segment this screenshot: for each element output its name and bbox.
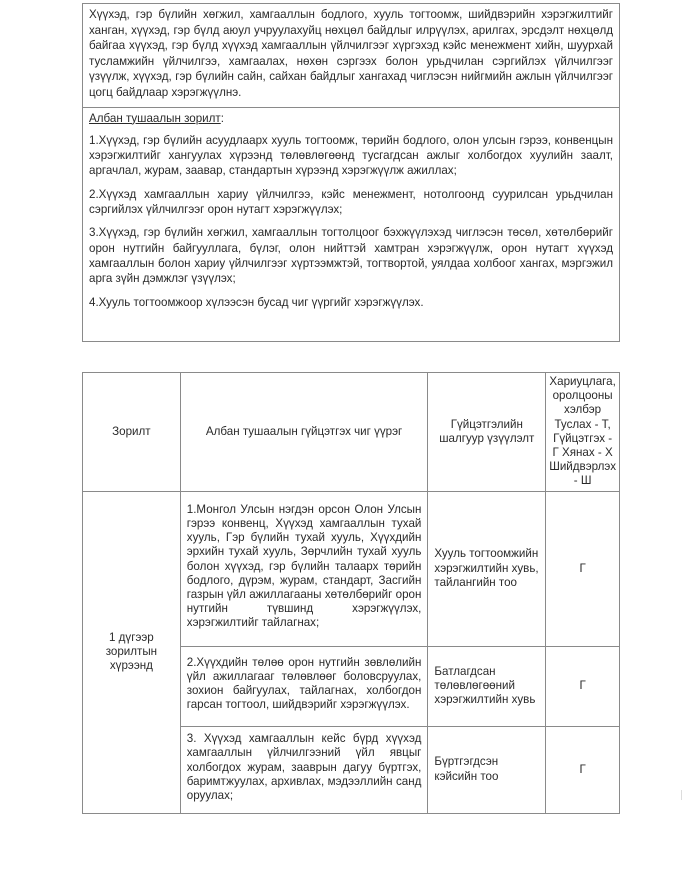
- form-cell: Г: [546, 646, 620, 726]
- purpose-section: [83, 4, 619, 108]
- document-frame: [82, 3, 620, 342]
- criteria-cell: Хууль тогтоомжийн хэрэгжилтийн хувь, тайлангийн тоо: [428, 491, 546, 646]
- goal-cell: 1 дүгээр зорилтын хүрээнд: [83, 491, 181, 813]
- table-row: [83, 491, 620, 646]
- form-cell: Г: [546, 726, 620, 813]
- table-header-row: [83, 373, 620, 492]
- objectives-heading: Албан тушаалын зорилт: [89, 111, 221, 125]
- header-task: Албан тушаалын гүйцэтгэх чиг үүрэг: [180, 373, 428, 492]
- objective-item: 2.Хүүхэд хамгааллын хариу үйлчилгээ, кэйс менежмент, нотолгоонд суурилсан урьдчилан сэргийлэх үйлчилгээг орон нутагт хэрэгжүүлэх;: [89, 187, 613, 217]
- task-cell: 3. Хүүхэд хамгааллын кейс бүрд хүүхэд хамгааллын үйлчилгээний үйл явцыг холбогдох журам, зааврын дагуу бүртгэх, баримтжуулах, архивлах, мэдээллийн санд оруулах;: [180, 726, 428, 813]
- objective-item: 1.Хүүхэд, гэр бүлийн асуудлаарх хууль тогтоомж, төрийн бодлого, олон улсын гэрээ, конвенцын хэрэгжилтийг хангуулах хүрээнд төлөвлөгөөнд тусгагдсан ажлыг холбогдох хуулийн заалт, аргачлал, журам, заавар, стандартын хүрээнд хэрэгжүүлж ажиллах;: [89, 133, 613, 178]
- criteria-cell: Бүртгэгдсэн кэйсийн тоо: [428, 726, 546, 813]
- scan-mark: [681, 790, 682, 800]
- header-criteria: Гүйцэтгэлийн шалгуур үзүүлэлт: [428, 373, 546, 492]
- criteria-cell: Батлагдсан төлөвлөгөөний хэрэгжилтийн хувь: [428, 646, 546, 726]
- header-goal: Зорилт: [83, 373, 181, 492]
- objective-item: 3.Хүүхэд, гэр бүлийн хөгжил, хамгааллын тогтолцоог бэхжүүлэхэд чиглэсэн төсөл, хөтөлбөрийг орон нутгийн байгууллага, бүлэг, олон нийттэй хамтран хэрэгжүүлж, орон нутагт хүүхэд хамгааллын болон хариу үйлчилгээг хүртээмжтэй, тогтвортой, уялдаа холбоог хангах, мэргэжил арга зүйн дэмжлэг үзүүлэх;: [89, 226, 613, 286]
- purpose-paragraph: Хүүхэд, гэр бүлийн хөгжил, хамгааллын бодлого, хууль тогтоомж, шийдвэрийн хэрэгжилтийг ханган, хүүхэд, гэр бүлд аюул учруулахуйц нөхцөл байдлыг илрүүлэх, арилгах, эрсдэлт нөхцөлд байгаа хүүхэд, гэр бүлд хүүхэд хамгааллын үйлчилгээг хүргэхэд кэйс менежмент хийн, шуурхай тусламжийн үйлчилгээ, хамгаалах, нөхөн сэргээх болон урьдчилан сэргийлэх үйлчилгээг үзүүлж, хүүхэд, гэр бүлийн сайн, сайхан байдлыг хангахад чиглэсэн нийгмийн ажлын үйлчилгээг цогц байдлаар хэрэгжүүлнэ.: [89, 8, 613, 99]
- objectives-section: [83, 108, 619, 342]
- task-cell: 1.Монгол Улсын нэгдэн орсон Олон Улсын гэрээ конвенц, Хүүхэд хамгааллын тухай хууль, Гэр бүлийн тухай хууль, Хүүхдийн эрхийн тухай хууль, Зөрчлийн тухай хууль болон хүүхэд, гэр бүлийн талаарх төрийн бодлого, дүрэм, журам, стандарт, Засгийн газрын үйл ажиллагааны хөтөлбөрийг орон нутгийн түвшинд хэрэгжүүлэх, хэрэгжилтийг тайлагнах;: [180, 491, 428, 646]
- task-cell: 2.Хүүхдийн төлөө орон нутгийн зөвлөлийн үйл ажиллагааг төлөвлөөг боловсруулах, зохион байгуулах, тайлагнах, холбогдон гарсан тогтоол, шийдвэрийг хэрэгжүүлэх.: [180, 646, 428, 726]
- header-form: Хариуцлага, оролцооны хэлбэр Туслах - Т, Гүйцэтгэх - Г Хянах - Х Шийдвэрлэх - Ш: [546, 373, 620, 492]
- duties-table: [82, 372, 620, 814]
- objective-item: 4.Хууль тогтоомжоор хүлээсэн бусад чиг үүргийг хэрэгжүүлэх.: [89, 295, 424, 309]
- heading-colon: :: [220, 111, 224, 125]
- form-cell: Г: [546, 491, 620, 646]
